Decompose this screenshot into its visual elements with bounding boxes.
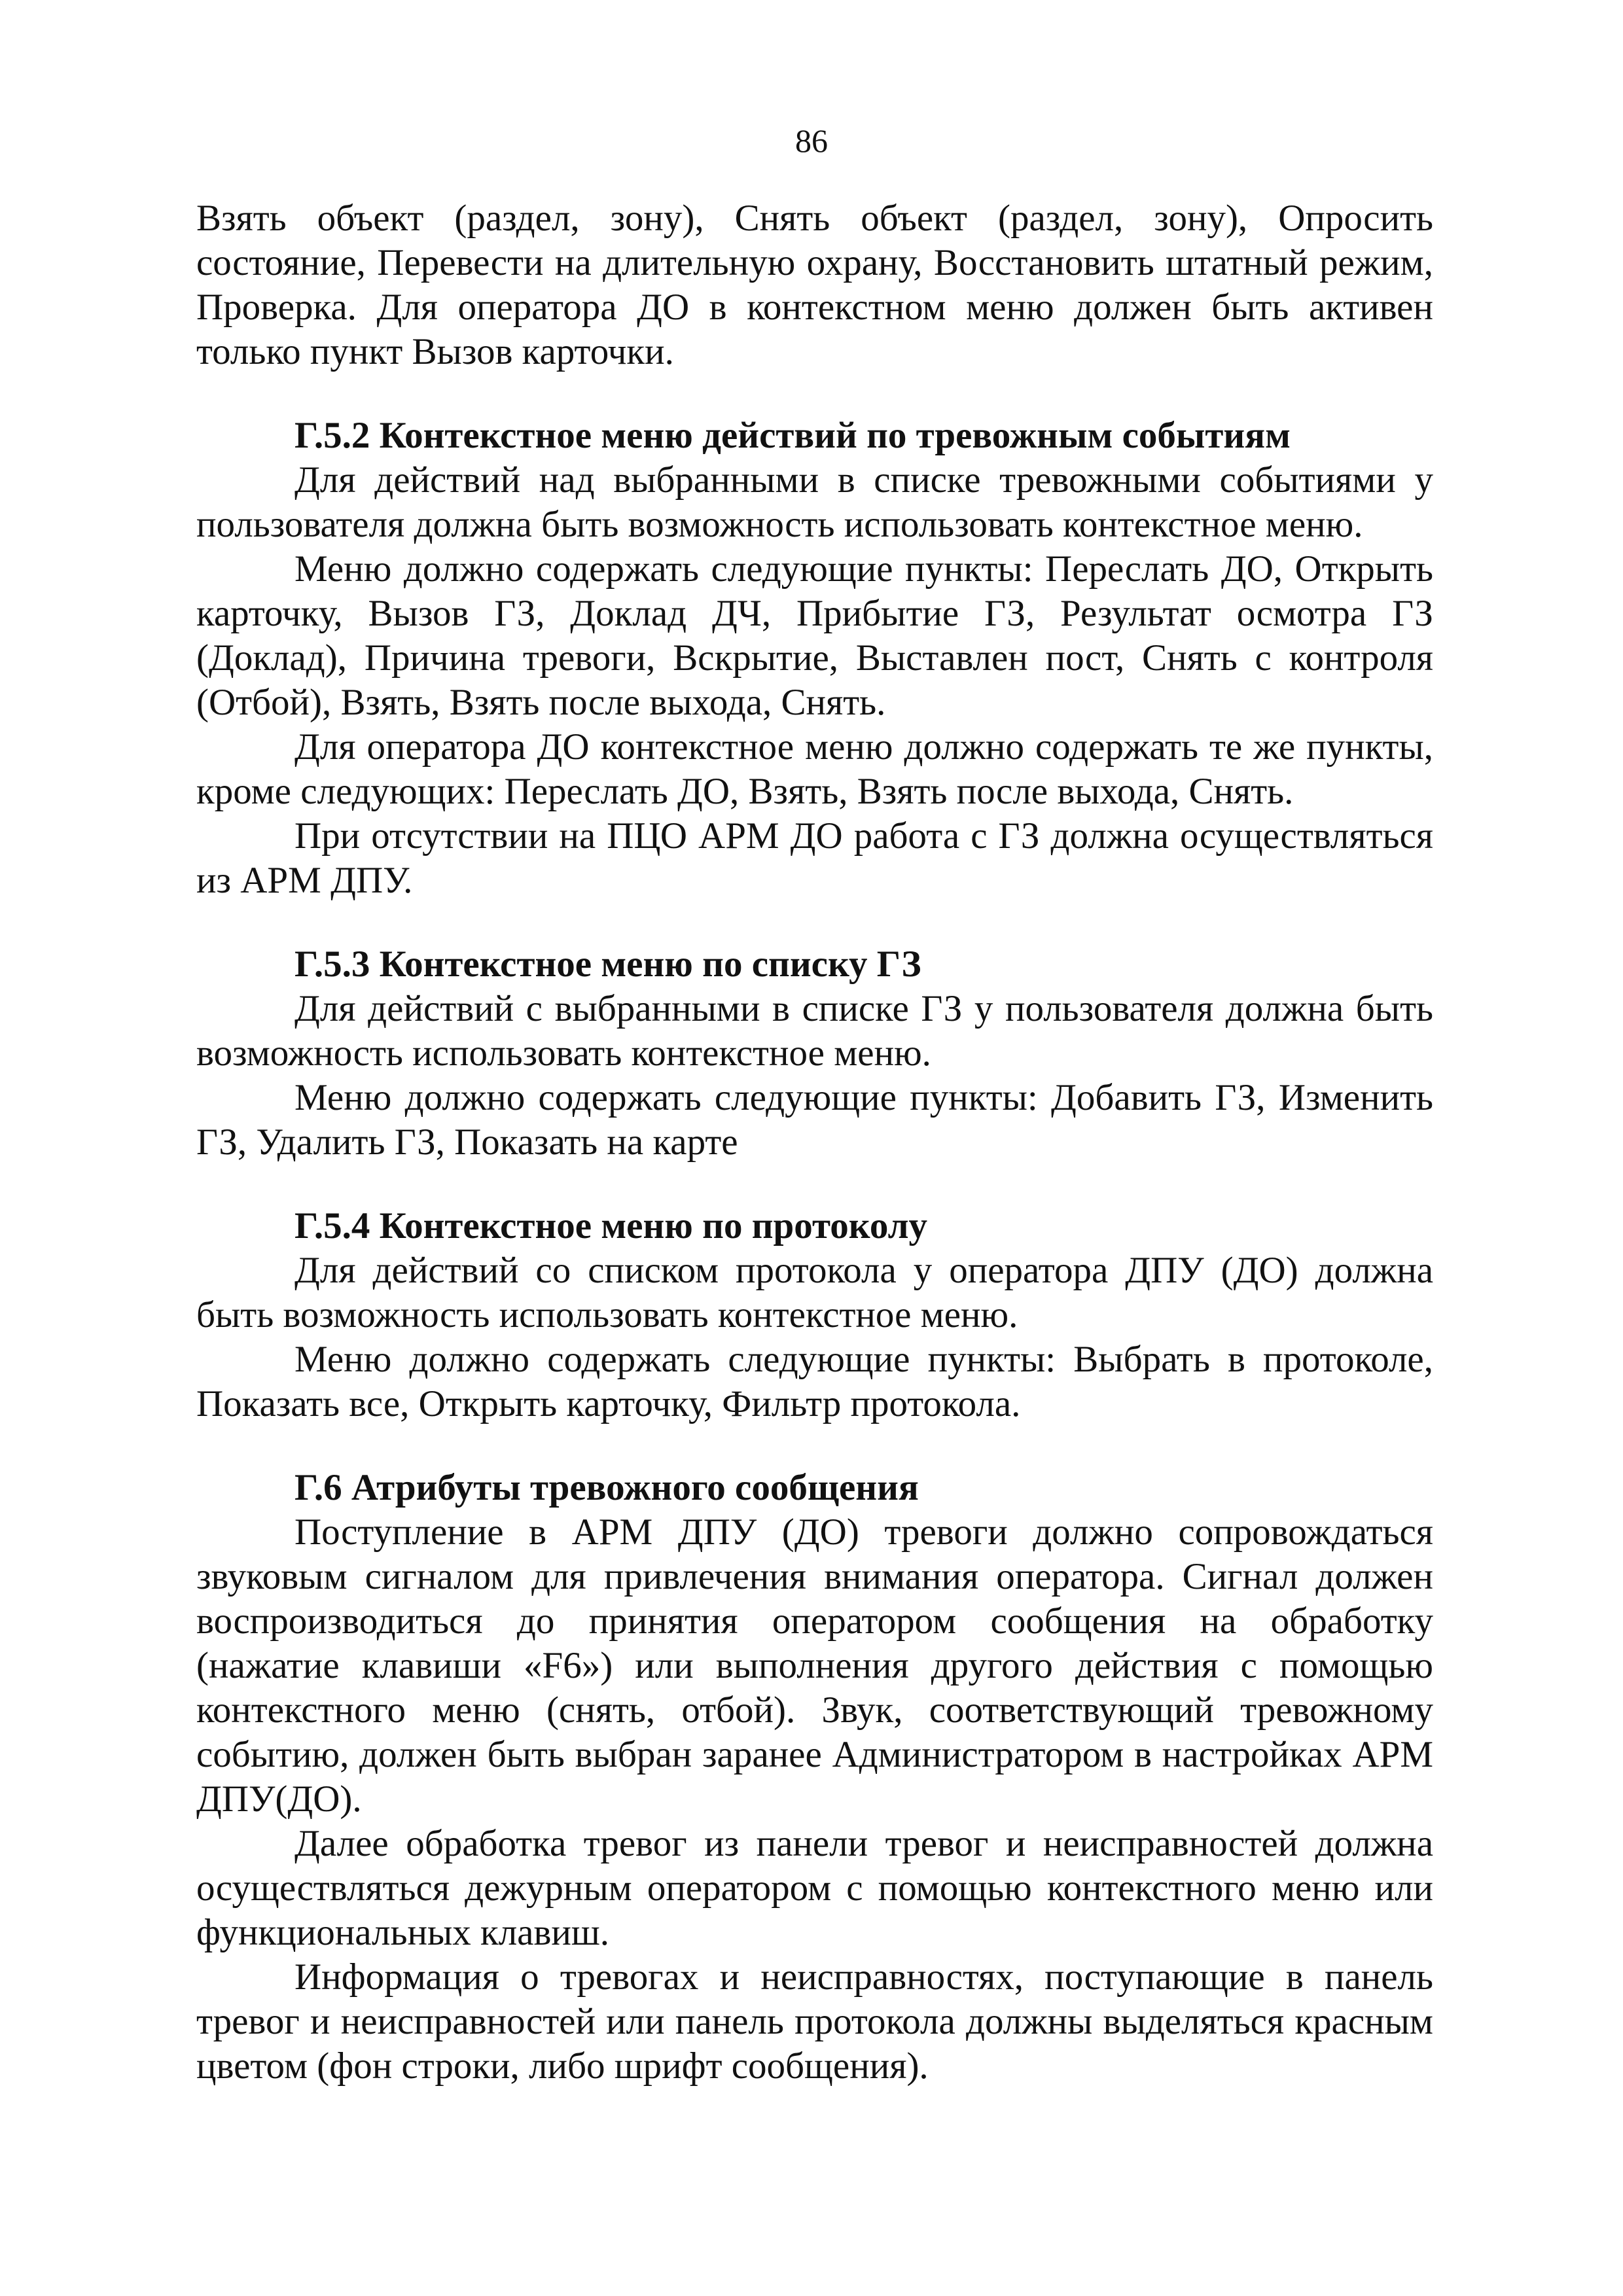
paragraph: Меню должно содержать следующие пункты: Переслать ДО, Открыть карточку, Вызов ГЗ, Доклад ДЧ, Прибытие ГЗ, Результат осмотра ГЗ (Доклад), Причина тревоги, Вскрытие, Выставлен пост, Снять с контроля (Отбой), Взять, Взять после выхода, Снять. xyxy=(196,548,1433,723)
page-number: 86 xyxy=(795,122,828,159)
paragraph: При отсутствии на ПЦО АРМ ДО работа с ГЗ должна осуществляться из АРМ ДПУ. xyxy=(196,815,1433,901)
section-g52 xyxy=(196,414,1433,903)
paragraph: Поступление в АРМ ДПУ (ДО) тревоги должно сопровождаться звуковым сигналом для привлечения внимания оператора. Сигнал должен воспроизводиться до принятия оператором сообщения на обработку (нажатие клавиши «F6») или выполнения другого действия с помощью контекстного меню (снять, отбой). Звук, соответствующий тревожному событию, должен быть выбран заранее Администратором в настройках АРМ ДПУ(ДО). xyxy=(196,1511,1433,1820)
paragraph: Для действий со списком протокола у оператора ДПУ (ДО) должна быть возможность использовать контекстное меню. xyxy=(196,1250,1433,1335)
section-heading-g6: Г.6 Атрибуты тревожного сообщения xyxy=(294,1467,919,1508)
section-g6 xyxy=(196,1466,1433,2089)
paragraph: Меню должно содержать следующие пункты: Выбрать в протоколе, Показать все, Открыть карточку, Фильтр протокола. xyxy=(196,1339,1433,1424)
section-heading-g52: Г.5.2 Контекстное меню действий по тревожным событиям xyxy=(294,415,1291,456)
section-heading-g54: Г.5.4 Контекстное меню по протоколу xyxy=(294,1205,928,1246)
paragraph: Информация о тревогах и неисправностях, поступающие в панель тревог и неисправностей или панель протокола должны выделяться красным цветом (фон строки, либо шрифт сообщения). xyxy=(196,1956,1433,2087)
paragraph: Для действий над выбранными в списке тревожными событиями у пользователя должна быть возможность использовать контекстное меню. xyxy=(196,459,1433,545)
section-heading-g53: Г.5.3 Контекстное меню по списку ГЗ xyxy=(294,944,921,985)
paragraph: Меню должно содержать следующие пункты: Добавить ГЗ, Изменить ГЗ, Удалить ГЗ, Показать на карте xyxy=(196,1077,1433,1163)
section-g54 xyxy=(196,1204,1433,1426)
page-content xyxy=(196,196,1433,2089)
intro-paragraph: Взять объект (раздел, зону), Снять объект (раздел, зону), Опросить состояние, Перевести на длительную охрану, Восстановить штатный режим, Проверка. Для оператора ДО в контекстном меню должен быть активен только пункт Вызов карточки. xyxy=(196,198,1433,372)
paragraph: Далее обработка тревог из панели тревог и неисправностей должна осуществляться дежурным оператором с помощью контекстного меню или функциональных клавиш. xyxy=(196,1823,1433,1953)
section-g53 xyxy=(196,942,1433,1165)
paragraph: Для оператора ДО контекстное меню должно содержать те же пункты, кроме следующих: Переслать ДО, Взять, Взять после выхода, Снять. xyxy=(196,726,1433,812)
paragraph: Для действий с выбранными в списке ГЗ у пользователя должна быть возможность использовать контекстное меню. xyxy=(196,988,1433,1074)
